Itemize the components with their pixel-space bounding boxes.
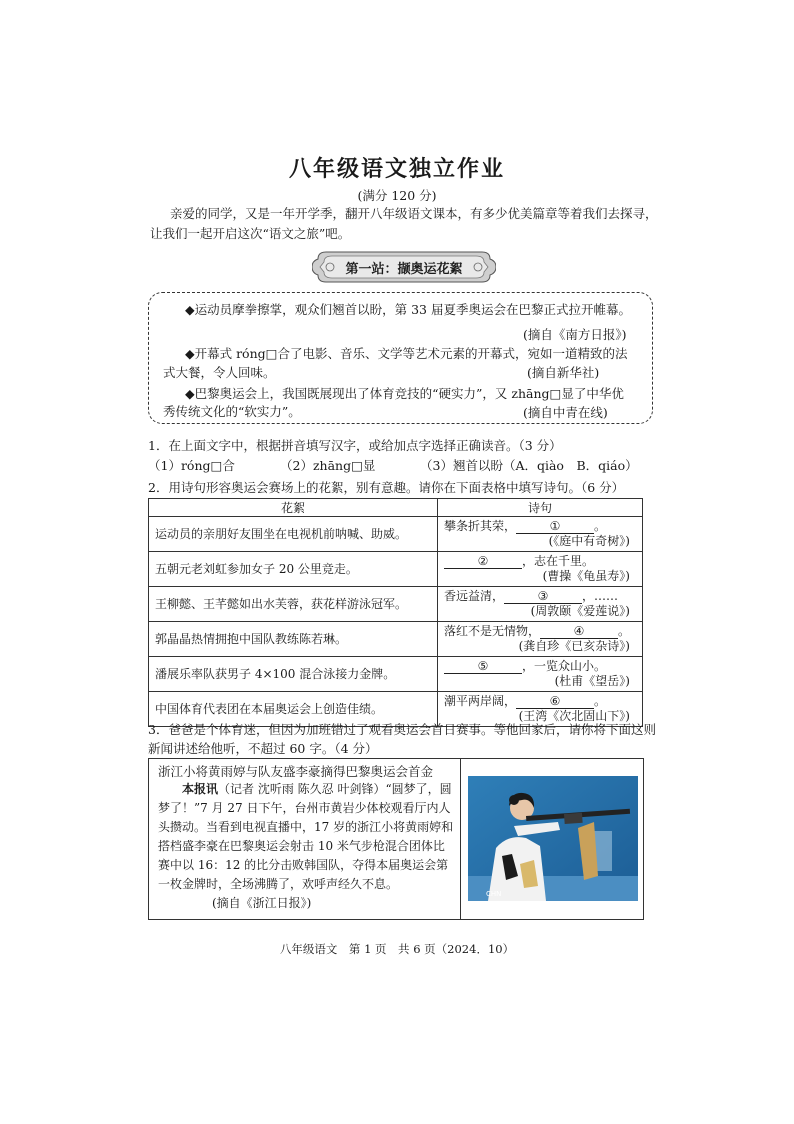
poem-cell bbox=[438, 622, 643, 657]
poem-citation: (周敦颐《爱莲说》) bbox=[530, 604, 630, 618]
news-item-1-source: (摘自《南方日报》) bbox=[523, 327, 627, 342]
question-1-option-2: （2）zhāng□显 bbox=[280, 458, 376, 473]
answer-blank-2[interactable]: ② bbox=[444, 555, 522, 569]
poem-prefix: 潮平两岸阔， bbox=[444, 694, 517, 708]
news-item-2-line-1: ◆开幕式 róng□合了电影、音乐、文学等艺术元素的开幕式，宛如一道精致的法 bbox=[185, 346, 628, 361]
poem-citation: (龚自珍《已亥杂诗》) bbox=[518, 639, 630, 653]
table-row bbox=[149, 622, 643, 657]
news-item-3-line-2: 秀传统文化的“软实力”。 bbox=[163, 404, 301, 419]
poem-cell bbox=[438, 587, 643, 622]
table-row bbox=[149, 657, 643, 692]
news-item-3-source: (摘自中青在线) bbox=[523, 405, 608, 420]
question-1-stem: 1．在上面文字中，根据拼音填写汉字，或给加点字选择正确读音。（3 分） bbox=[148, 438, 562, 453]
table-row bbox=[149, 517, 643, 552]
score-note: (满分 120 分) bbox=[357, 188, 437, 203]
poem-citation: (曹操《龟虽寿》) bbox=[542, 569, 630, 583]
event-cell: 潘展乐率队获男子 4×100 混合泳接力金牌。 bbox=[149, 657, 438, 692]
question-1-option-1: （1）róng□合 bbox=[148, 458, 235, 473]
poem-suffix: 。 bbox=[594, 694, 607, 708]
news-text: （记者 沈听雨 陈久忍 叶剑锋）“圆梦了，圆梦了！”7 月 27 日下午，台州市黄岩少体校观看厅内人头攒动。当看到电视直播中，17 岁的浙江小将黄雨婷和搭档盛李豪在巴黎奥运会射击 10 米气步枪混合团体比赛中以 16：12 的比分击败韩国队，夺得本届奥运会第一枚金牌时，全场沸腾了，欢呼声经久不息。 bbox=[158, 782, 454, 891]
question-2-stem: 2．用诗句形容奥运会赛场上的花絮，别有意趣。请你在下面表格中填写诗句。（6 分） bbox=[148, 480, 625, 495]
poem-suffix: ，一览众山小。 bbox=[522, 659, 607, 673]
page-title: 八年级语文独立作业 bbox=[288, 156, 505, 182]
news-source: (摘自《浙江日报》) bbox=[212, 896, 312, 910]
news-item-2-line-2: 式大餐，令人回味。 bbox=[163, 365, 276, 380]
poem-suffix: 。 bbox=[618, 624, 631, 638]
news-item-3-line-1: ◆巴黎奥运会上，我国既展现出了体育竞技的“硬实力”，又 zhāng□显了中华优 bbox=[185, 386, 624, 401]
intro-line-1: 亲爱的同学，又是一年开学季，翻开八年级语文课本，有多少优美篇章等着我们去探寻， bbox=[170, 206, 658, 221]
event-cell: 王柳懿、王芊懿如出水芙蓉，获花样游泳冠军。 bbox=[149, 587, 438, 622]
poem-table bbox=[148, 498, 643, 727]
question-3-stem-line-1: 3．爸爸是个体育迷，但因为加班错过了观看奥运会首日赛事。等他回家后，请你将下面这则 bbox=[148, 722, 656, 737]
news-body bbox=[158, 780, 454, 913]
news-item-2-source: (摘自新华社) bbox=[527, 365, 600, 380]
column-header-event: 花絮 bbox=[149, 499, 438, 517]
poem-cell bbox=[438, 552, 643, 587]
poem-suffix: 。 bbox=[594, 519, 607, 533]
news-excerpt-box bbox=[148, 292, 653, 424]
page-footer: 八年级语文 第 1 页 共 6 页（2024．10） bbox=[279, 942, 515, 956]
answer-blank-5[interactable]: ⑤ bbox=[444, 660, 522, 674]
table-row bbox=[149, 587, 643, 622]
question-3-stem-line-2: 新闻讲述给他听，不超过 60 字。（4 分） bbox=[148, 741, 378, 756]
poem-cell bbox=[438, 517, 643, 552]
poem-prefix: 香远益清， bbox=[444, 589, 505, 603]
answer-blank-4[interactable]: ④ bbox=[540, 625, 618, 639]
question-1-option-3: （3）翘首以盼（A．qiào B．qiáo） bbox=[420, 458, 638, 473]
poem-citation: (杜甫《望岳》) bbox=[554, 674, 630, 688]
news-divider bbox=[460, 758, 461, 920]
poem-citation: (《庭中有奇树》) bbox=[548, 534, 630, 548]
poem-suffix: ，志在千里。 bbox=[522, 554, 595, 568]
news-item-1: ◆运动员摩拳擦掌，观众们翘首以盼，第 33 届夏季奥运会在巴黎正式拉开帷幕。 bbox=[185, 302, 631, 317]
answer-blank-1[interactable]: ① bbox=[516, 520, 594, 534]
event-cell: 郭晶晶热情拥抱中国队教练陈若琳。 bbox=[149, 622, 438, 657]
news-headline: 浙江小将黄雨婷与队友盛李豪摘得巴黎奥运会首金 bbox=[158, 764, 434, 779]
poem-suffix: ，…… bbox=[582, 589, 619, 603]
news-lead: 本报讯 bbox=[182, 782, 219, 796]
intro-line-2: 让我们一起开启这次“语文之旅”吧。 bbox=[150, 226, 351, 241]
shooter-photo bbox=[468, 776, 638, 901]
event-cell: 五朝元老刘虹参加女子 20 公里竞走。 bbox=[149, 552, 438, 587]
poem-citation: (王湾《次北固山下》) bbox=[518, 709, 630, 723]
table-header-row bbox=[149, 499, 643, 517]
event-cell: 运动员的亲朋好友围坐在电视机前呐喊、助威。 bbox=[149, 517, 438, 552]
section-banner-label: 第一站：撷奥运花絮 bbox=[345, 262, 463, 277]
photo-bib-text: CHN bbox=[486, 890, 502, 898]
answer-blank-3[interactable]: ③ bbox=[504, 590, 582, 604]
poem-cell bbox=[438, 657, 643, 692]
event-cell: 中国体育代表团在本届奥运会上创造佳绩。 bbox=[149, 692, 438, 727]
table-row bbox=[149, 552, 643, 587]
answer-blank-6[interactable]: ⑥ bbox=[516, 695, 594, 709]
poem-prefix: 落红不是无情物， bbox=[444, 624, 541, 638]
poem-prefix: 攀条折其荣， bbox=[444, 519, 517, 533]
column-header-poem: 诗句 bbox=[438, 499, 643, 517]
